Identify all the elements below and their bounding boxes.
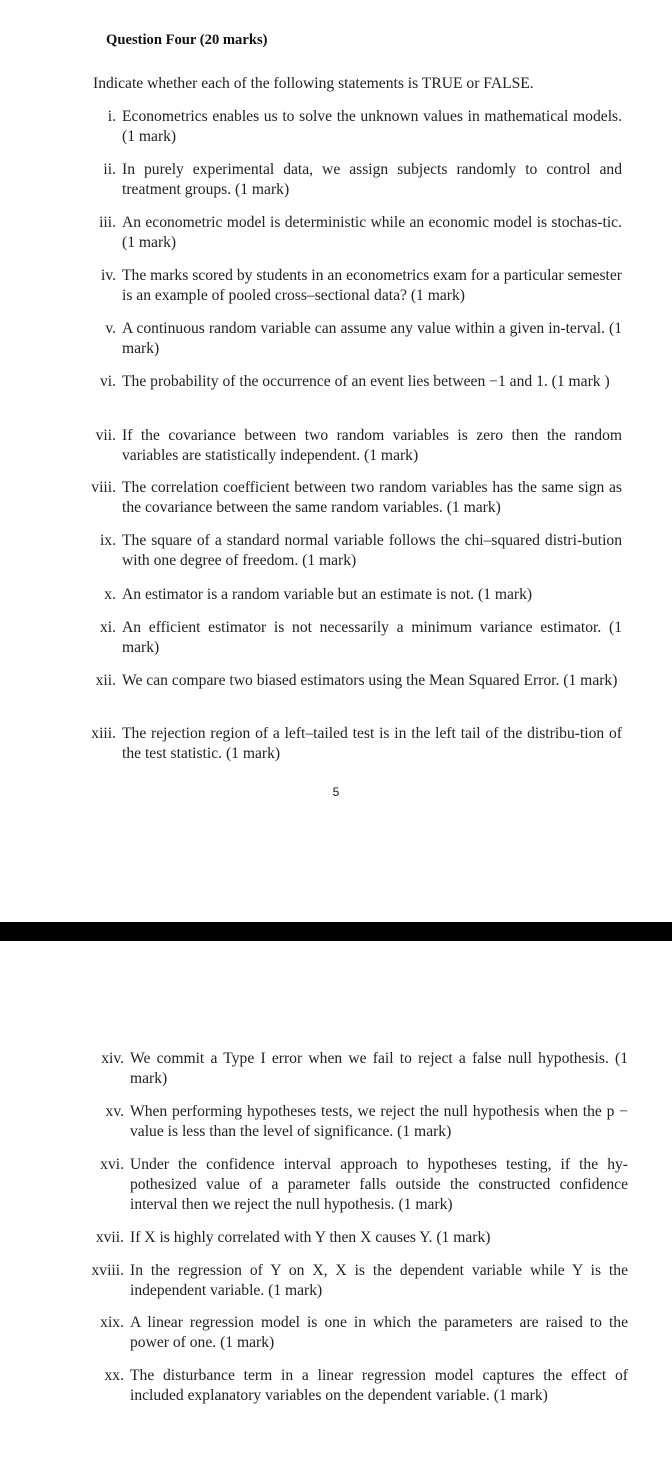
statement-number: xi. (99, 619, 116, 636)
statement-number: xvi. (100, 1156, 124, 1173)
statement-item (100, 1155, 628, 1215)
question-heading: Question Four (20 marks) (106, 32, 268, 48)
statement-item (99, 618, 622, 658)
statement-number: xii. (95, 672, 116, 689)
statement-number: iii. (99, 214, 116, 231)
statement-number: xix. (100, 1314, 124, 1331)
statement-number: iv. (100, 267, 116, 284)
statement-number: xiv. (101, 1050, 124, 1067)
statement-number: v. (105, 320, 116, 337)
statement-item (91, 724, 622, 764)
statement-text: Under the confidence interval approach to hypotheses testing, if the hy-pothesized value of a parameter falls outside the constructed confidence interval then we reject the null hypothesis. (1 mark) (130, 1156, 628, 1213)
statement-number: xviii. (91, 1262, 124, 1279)
statement-text: The rejection region of a left–tailed test is in the left tail of the distribu-tion of the test statistic. (1 mark) (122, 725, 622, 762)
statement-number: vii. (95, 427, 116, 444)
statement-number: ii. (103, 161, 116, 178)
statement-item (100, 1313, 628, 1353)
statement-text: The square of a standard normal variable follows the chi–squared distri-bution with one degree of freedom. (1 mark) (122, 532, 622, 569)
statement-number: i. (107, 108, 116, 125)
page-two (0, 941, 672, 1478)
statement-text: A continuous random variable can assume any value within a given in-terval. (1 mark) (122, 320, 622, 357)
statement-text: The correlation coefficient between two random variables has the same sign as the covariance between the same random variables. (1 mark) (122, 479, 622, 516)
statement-number: x. (104, 586, 116, 603)
statement-text: A linear regression model is one in which the parameters are raised to the power of one. (1 mark) (130, 1314, 628, 1351)
page-divider (0, 922, 672, 941)
statement-item (95, 1228, 628, 1248)
statement-number: vi. (99, 373, 116, 390)
statement-text: In the regression of Y on X, X is the dependent variable while Y is the independent variable. (1 mark) (130, 1262, 628, 1299)
statement-text: When performing hypotheses tests, we reject the null hypothesis when the p − value is less than the level of significance. (1 mark) (130, 1103, 628, 1140)
statement-text: An estimator is a random variable but an estimate is not. (1 mark) (122, 586, 533, 603)
statement-text: An efficient estimator is not necessarily a minimum variance estimator. (1 mark) (122, 619, 622, 656)
statement-item (104, 1366, 628, 1406)
statement-item (103, 160, 622, 200)
statement-text: An econometric model is deterministic while an economic model is stochas-tic. (1 mark) (122, 214, 622, 251)
statement-text: We can compare two biased estimators using the Mean Squared Error. (1 mark) (122, 672, 618, 689)
page-number: 5 (332, 785, 340, 799)
statement-text: The marks scored by students in an econometrics exam for a particular semester is an example of pooled cross–sectional data? (1 mark) (122, 267, 622, 304)
statement-item (107, 107, 622, 147)
statement-item (99, 372, 622, 392)
statement-item (105, 1102, 628, 1142)
statement-text: The disturbance term in a linear regression model captures the effect of included explanatory variables on the dependent variable. (1 mark) (130, 1367, 628, 1404)
statement-item (100, 266, 622, 306)
statement-item (101, 1049, 628, 1089)
statement-number: xvii. (95, 1229, 124, 1246)
statement-number: xv. (105, 1103, 124, 1120)
statement-item (99, 531, 622, 571)
statement-item (104, 585, 622, 605)
statement-text: The probability of the occurrence of an event lies between −1 and 1. (1 mark ) (122, 373, 610, 390)
statement-item (105, 319, 622, 359)
statement-item (95, 426, 622, 466)
instruction-text: Indicate whether each of the following statements is TRUE or FALSE. (93, 75, 534, 92)
statement-number: ix. (99, 532, 116, 549)
statement-item (91, 1261, 628, 1301)
statement-text: Econometrics enables us to solve the unknown values in mathematical models. (1 mark) (122, 108, 622, 145)
statement-number: viii. (91, 479, 116, 496)
statement-item (99, 213, 622, 253)
statement-text: In purely experimental data, we assign subjects randomly to control and treatment groups. (1 mark) (122, 161, 622, 198)
statement-number: xiii. (91, 725, 116, 742)
statement-text: If the covariance between two random variables is zero then the random variables are statistically independent. (1 mark) (122, 427, 622, 464)
statement-number: xx. (104, 1367, 124, 1384)
statement-item (95, 671, 622, 691)
statement-text: If X is highly correlated with Y then X causes Y. (1 mark) (130, 1229, 491, 1246)
statement-item (91, 478, 622, 518)
statement-text: We commit a Type I error when we fail to reject a false null hypothesis. (1 mark) (130, 1050, 628, 1087)
